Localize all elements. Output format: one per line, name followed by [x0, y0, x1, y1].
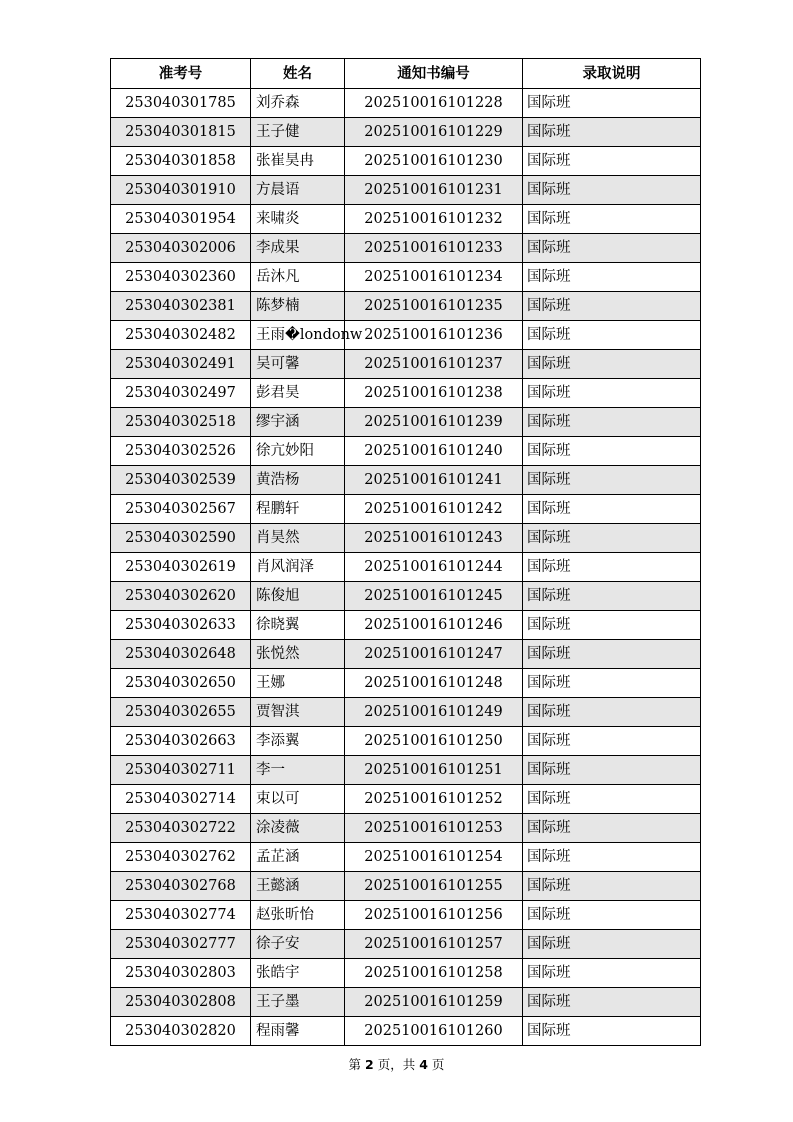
- table-row: [111, 263, 701, 292]
- cell-name: 张崔昊冉: [251, 147, 345, 176]
- cell-exam-number: 253040301815: [111, 118, 251, 147]
- cell-notice-number: 202510016101243: [345, 524, 523, 553]
- table-row: [111, 321, 701, 350]
- cell-notice-number: 202510016101255: [345, 872, 523, 901]
- cell-admission-note: 国际班: [523, 1017, 701, 1046]
- cell-exam-number: 253040302762: [111, 843, 251, 872]
- table-row: [111, 756, 701, 785]
- cell-exam-number: 253040301858: [111, 147, 251, 176]
- table-row: [111, 466, 701, 495]
- cell-name: 陈梦楠: [251, 292, 345, 321]
- cell-admission-note: 国际班: [523, 814, 701, 843]
- cell-exam-number: 253040302648: [111, 640, 251, 669]
- cell-name: 黄浩杨: [251, 466, 345, 495]
- cell-notice-number: 202510016101235: [345, 292, 523, 321]
- cell-notice-number: 202510016101246: [345, 611, 523, 640]
- cell-notice-number: 202510016101230: [345, 147, 523, 176]
- cell-notice-number: 202510016101240: [345, 437, 523, 466]
- cell-name: 程雨馨: [251, 1017, 345, 1046]
- cell-name: 张皓宇: [251, 959, 345, 988]
- table-row: [111, 495, 701, 524]
- cell-notice-number: 202510016101260: [345, 1017, 523, 1046]
- cell-notice-number: 202510016101232: [345, 205, 523, 234]
- cell-notice-number: 202510016101259: [345, 988, 523, 1017]
- table-row: [111, 147, 701, 176]
- cell-name: 方晨语: [251, 176, 345, 205]
- cell-admission-note: 国际班: [523, 901, 701, 930]
- cell-exam-number: 253040302567: [111, 495, 251, 524]
- cell-notice-number: 202510016101231: [345, 176, 523, 205]
- cell-notice-number: 202510016101253: [345, 814, 523, 843]
- cell-admission-note: 国际班: [523, 466, 701, 495]
- cell-admission-note: 国际班: [523, 292, 701, 321]
- cell-admission-note: 国际班: [523, 930, 701, 959]
- cell-admission-note: 国际班: [523, 959, 701, 988]
- header-name: 姓名: [251, 59, 345, 89]
- cell-exam-number: 253040301910: [111, 176, 251, 205]
- cell-exam-number: 253040302620: [111, 582, 251, 611]
- table-row: [111, 901, 701, 930]
- table-row: [111, 437, 701, 466]
- cell-notice-number: 202510016101251: [345, 756, 523, 785]
- table-body: [111, 89, 701, 1046]
- cell-admission-note: 国际班: [523, 350, 701, 379]
- table-row: [111, 640, 701, 669]
- cell-name: 王娜: [251, 669, 345, 698]
- cell-notice-number: 202510016101248: [345, 669, 523, 698]
- cell-exam-number: 253040302711: [111, 756, 251, 785]
- cell-exam-number: 253040302539: [111, 466, 251, 495]
- cell-notice-number: 202510016101229: [345, 118, 523, 147]
- cell-name: 来啸炎: [251, 205, 345, 234]
- cell-name: 束以可: [251, 785, 345, 814]
- cell-admission-note: 国际班: [523, 205, 701, 234]
- header-notice-number: 通知书编号: [345, 59, 523, 89]
- cell-notice-number: 202510016101247: [345, 640, 523, 669]
- cell-name: 缪宇涵: [251, 408, 345, 437]
- cell-name: 彭君昊: [251, 379, 345, 408]
- cell-exam-number: 253040302491: [111, 350, 251, 379]
- cell-exam-number: 253040302633: [111, 611, 251, 640]
- cell-admission-note: 国际班: [523, 785, 701, 814]
- table-row: [111, 524, 701, 553]
- table-row: [111, 350, 701, 379]
- footer-prefix: 第: [348, 1057, 362, 1072]
- cell-name: 徐亢妙阳: [251, 437, 345, 466]
- cell-exam-number: 253040302655: [111, 698, 251, 727]
- header-admission-note: 录取说明: [523, 59, 701, 89]
- cell-name: 徐晓翼: [251, 611, 345, 640]
- table-row: [111, 553, 701, 582]
- cell-admission-note: 国际班: [523, 118, 701, 147]
- cell-exam-number: 253040302526: [111, 437, 251, 466]
- table-row: [111, 727, 701, 756]
- cell-notice-number: 202510016101250: [345, 727, 523, 756]
- cell-admission-note: 国际班: [523, 582, 701, 611]
- cell-name: 王懿涵: [251, 872, 345, 901]
- table-row: [111, 89, 701, 118]
- cell-exam-number: 253040301954: [111, 205, 251, 234]
- cell-notice-number: 202510016101234: [345, 263, 523, 292]
- cell-admission-note: 国际班: [523, 698, 701, 727]
- cell-name: 涂凌薇: [251, 814, 345, 843]
- cell-notice-number: 202510016101237: [345, 350, 523, 379]
- cell-admission-note: 国际班: [523, 727, 701, 756]
- cell-admission-note: 国际班: [523, 872, 701, 901]
- cell-admission-note: 国际班: [523, 524, 701, 553]
- cell-admission-note: 国际班: [523, 147, 701, 176]
- cell-name: 王子墨: [251, 988, 345, 1017]
- footer-total-pages: 4: [419, 1057, 428, 1072]
- cell-notice-number: 202510016101254: [345, 843, 523, 872]
- cell-admission-note: 国际班: [523, 437, 701, 466]
- cell-exam-number: 253040302360: [111, 263, 251, 292]
- cell-admission-note: 国际班: [523, 988, 701, 1017]
- cell-exam-number: 253040302006: [111, 234, 251, 263]
- cell-name: 赵张昕怡: [251, 901, 345, 930]
- table-row: [111, 988, 701, 1017]
- header-exam-number: 准考号: [111, 59, 251, 89]
- cell-notice-number: 202510016101252: [345, 785, 523, 814]
- cell-admission-note: 国际班: [523, 379, 701, 408]
- cell-name: 肖风润泽: [251, 553, 345, 582]
- table-row: [111, 176, 701, 205]
- cell-name: 程鹏轩: [251, 495, 345, 524]
- footer-middle: 页，共: [377, 1057, 416, 1072]
- cell-notice-number: 202510016101256: [345, 901, 523, 930]
- admission-table: [110, 58, 701, 1046]
- cell-name: 张悦然: [251, 640, 345, 669]
- cell-admission-note: 国际班: [523, 640, 701, 669]
- cell-exam-number: 253040302663: [111, 727, 251, 756]
- cell-name: 吴可馨: [251, 350, 345, 379]
- table-row: [111, 582, 701, 611]
- footer-current-page: 2: [365, 1057, 374, 1072]
- cell-exam-number: 253040302820: [111, 1017, 251, 1046]
- cell-name: 李一: [251, 756, 345, 785]
- cell-notice-number: 202510016101239: [345, 408, 523, 437]
- table-row: [111, 234, 701, 263]
- cell-name: 岳沐凡: [251, 263, 345, 292]
- cell-exam-number: 253040302497: [111, 379, 251, 408]
- table-row: [111, 814, 701, 843]
- cell-exam-number: 253040302714: [111, 785, 251, 814]
- table-row: [111, 379, 701, 408]
- cell-notice-number: 202510016101257: [345, 930, 523, 959]
- cell-notice-number: 202510016101236: [345, 321, 523, 350]
- cell-exam-number: 253040302619: [111, 553, 251, 582]
- cell-exam-number: 253040302482: [111, 321, 251, 350]
- cell-admission-note: 国际班: [523, 611, 701, 640]
- table-row: [111, 959, 701, 988]
- cell-notice-number: 202510016101249: [345, 698, 523, 727]
- cell-exam-number: 253040302774: [111, 901, 251, 930]
- cell-exam-number: 253040301785: [111, 89, 251, 118]
- cell-name: 王子健: [251, 118, 345, 147]
- cell-name: 刘乔森: [251, 89, 345, 118]
- cell-admission-note: 国际班: [523, 843, 701, 872]
- table-row: [111, 930, 701, 959]
- cell-exam-number: 253040302808: [111, 988, 251, 1017]
- table-row: [111, 292, 701, 321]
- cell-name: 肖昊然: [251, 524, 345, 553]
- cell-notice-number: 202510016101238: [345, 379, 523, 408]
- cell-notice-number: 202510016101242: [345, 495, 523, 524]
- cell-name: 李成果: [251, 234, 345, 263]
- table-row: [111, 872, 701, 901]
- cell-exam-number: 253040302650: [111, 669, 251, 698]
- cell-admission-note: 国际班: [523, 263, 701, 292]
- cell-exam-number: 253040302722: [111, 814, 251, 843]
- cell-admission-note: 国际班: [523, 669, 701, 698]
- cell-name: 徐子安: [251, 930, 345, 959]
- cell-name: 孟芷涵: [251, 843, 345, 872]
- cell-name: 贾智淇: [251, 698, 345, 727]
- table-row: [111, 611, 701, 640]
- cell-notice-number: 202510016101241: [345, 466, 523, 495]
- cell-exam-number: 253040302381: [111, 292, 251, 321]
- cell-notice-number: 202510016101244: [345, 553, 523, 582]
- table-row: [111, 785, 701, 814]
- cell-admission-note: 国际班: [523, 176, 701, 205]
- cell-exam-number: 253040302803: [111, 959, 251, 988]
- cell-name: 李添翼: [251, 727, 345, 756]
- header-row: [111, 59, 701, 89]
- cell-admission-note: 国际班: [523, 321, 701, 350]
- cell-name: 陈俊旭: [251, 582, 345, 611]
- cell-exam-number: 253040302518: [111, 408, 251, 437]
- cell-notice-number: 202510016101245: [345, 582, 523, 611]
- table-header: [111, 59, 701, 89]
- cell-notice-number: 202510016101258: [345, 959, 523, 988]
- page-footer: [0, 1055, 793, 1073]
- footer-suffix: 页: [431, 1057, 445, 1072]
- table-row: [111, 205, 701, 234]
- table-row: [111, 408, 701, 437]
- table-row: [111, 669, 701, 698]
- table-row: [111, 118, 701, 147]
- table-row: [111, 698, 701, 727]
- cell-admission-note: 国际班: [523, 89, 701, 118]
- cell-admission-note: 国际班: [523, 495, 701, 524]
- cell-notice-number: 202510016101228: [345, 89, 523, 118]
- table-row: [111, 843, 701, 872]
- cell-admission-note: 国际班: [523, 756, 701, 785]
- cell-name: 王雨�londonw: [251, 321, 345, 350]
- cell-admission-note: 国际班: [523, 408, 701, 437]
- cell-admission-note: 国际班: [523, 234, 701, 263]
- cell-notice-number: 202510016101233: [345, 234, 523, 263]
- cell-exam-number: 253040302590: [111, 524, 251, 553]
- table-row: [111, 1017, 701, 1046]
- cell-exam-number: 253040302777: [111, 930, 251, 959]
- cell-admission-note: 国际班: [523, 553, 701, 582]
- cell-exam-number: 253040302768: [111, 872, 251, 901]
